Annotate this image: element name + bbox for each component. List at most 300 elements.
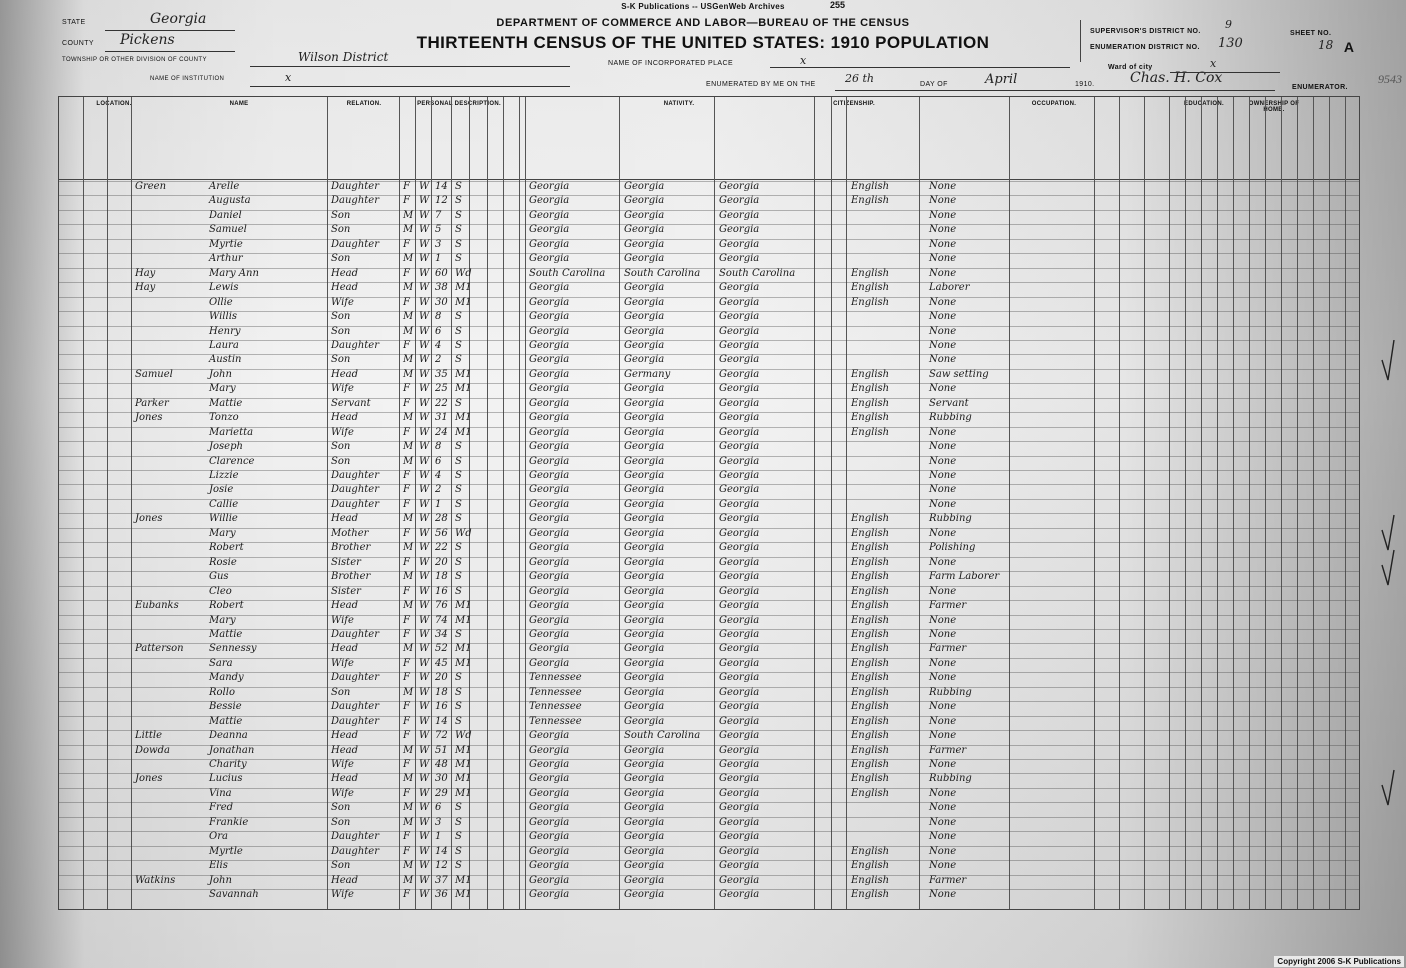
sex-cell: M [403, 354, 414, 366]
mother-birthplace-cell: Georgia [719, 412, 760, 424]
institution-label: NAME OF INSTITUTION [150, 76, 225, 82]
given-name-cell: Josie [209, 484, 234, 496]
father-birthplace-cell: Georgia [624, 209, 665, 221]
father-birthplace-cell: Georgia [624, 181, 665, 192]
race-cell: W [419, 715, 430, 727]
mother-birthplace-cell: Georgia [719, 181, 760, 192]
father-birthplace-cell: Georgia [624, 845, 665, 857]
occupation-cell: None [929, 470, 957, 481]
mother-birthplace-cell: Georgia [719, 325, 760, 337]
mother-birthplace-cell: Georgia [719, 354, 760, 366]
birthplace-cell: Georgia [529, 773, 570, 785]
sex-cell: F [403, 787, 410, 799]
language-cell: English [851, 527, 890, 539]
mother-birthplace-cell: Georgia [719, 282, 760, 294]
race-cell: W [419, 267, 430, 279]
birthplace-cell: Georgia [529, 368, 570, 380]
age-cell: 12 [435, 860, 448, 872]
sex-cell: M [403, 571, 414, 583]
marital-cell: M1 [455, 412, 472, 424]
surname-cell: Jones [135, 513, 163, 525]
occupation-cell: None [929, 860, 957, 872]
father-birthplace-cell: Georgia [624, 311, 665, 323]
occupation-cell: None [929, 701, 957, 713]
occupation-cell: None [929, 802, 957, 814]
birthplace-cell: Georgia [529, 816, 570, 828]
father-birthplace-cell: Georgia [624, 296, 665, 308]
table-row [59, 253, 1359, 266]
table-row [59, 470, 1359, 483]
occupation-cell: None [929, 816, 957, 828]
table-row [59, 860, 1359, 873]
birthplace-cell: Georgia [529, 325, 570, 337]
age-cell: 30 [435, 296, 448, 308]
race-cell: W [419, 701, 430, 713]
race-cell: W [419, 556, 430, 568]
given-name-cell: Fred [209, 802, 234, 814]
occupation-cell: None [929, 181, 957, 192]
race-cell: W [419, 657, 430, 669]
race-cell: W [419, 759, 430, 770]
enumerated-label: ENUMERATED BY ME ON THE [706, 81, 816, 88]
language-cell: English [851, 571, 890, 583]
occupation-cell: Servant [929, 397, 969, 409]
corner-code: 9543 [1378, 72, 1402, 86]
race-cell: W [419, 816, 430, 828]
marital-cell: S [455, 701, 462, 713]
sex-cell: M [403, 311, 414, 323]
given-name-cell: John [209, 368, 232, 380]
mother-birthplace-cell: Georgia [719, 571, 760, 583]
sex-cell: M [403, 325, 414, 337]
occupation-cell: Rubbing [929, 773, 972, 785]
relation-cell: Wife [331, 383, 354, 395]
language-cell: English [851, 267, 890, 279]
age-cell: 18 [435, 571, 448, 583]
relation-cell: Head [331, 730, 359, 742]
father-birthplace-cell: Georgia [624, 571, 665, 583]
relation-cell: Son [331, 686, 351, 698]
marital-cell: S [455, 831, 462, 843]
given-name-cell: Samuel [209, 224, 247, 236]
marital-cell: M1 [455, 759, 472, 770]
given-name-cell: Clarence [209, 455, 255, 467]
sex-cell: F [403, 484, 410, 496]
enumerated-month: April [985, 72, 1018, 87]
occupation-cell: Farmer [929, 643, 967, 655]
marital-cell: Wd [455, 267, 472, 279]
father-birthplace-cell: Georgia [624, 657, 665, 669]
father-birthplace-cell: Georgia [624, 253, 665, 265]
race-cell: W [419, 802, 430, 814]
birthplace-cell: Georgia [529, 339, 570, 351]
language-cell: English [851, 282, 890, 294]
sex-cell: M [403, 773, 414, 785]
occupation-cell: None [929, 455, 957, 467]
father-birthplace-cell: Georgia [624, 715, 665, 727]
race-cell: W [419, 773, 430, 785]
col-relation: RELATION. [346, 101, 382, 107]
enumerated-day: 26 th [845, 72, 874, 85]
given-name-cell: Cleo [209, 585, 232, 597]
race-cell: W [419, 195, 430, 207]
sex-cell: F [403, 296, 410, 308]
marital-cell: S [455, 571, 462, 583]
age-cell: 8 [435, 311, 442, 323]
father-birthplace-cell: Georgia [624, 238, 665, 250]
marital-cell: S [455, 686, 462, 698]
sex-cell: F [403, 527, 410, 539]
table-row [59, 773, 1359, 786]
col-ownership: OWNERSHIP OF HOME. [1248, 101, 1300, 113]
occupation-cell: Farmer [929, 744, 967, 756]
sex-cell: M [403, 600, 414, 612]
marital-cell: M1 [455, 744, 472, 756]
table-row [59, 412, 1359, 425]
birthplace-cell: Georgia [529, 657, 570, 669]
relation-cell: Daughter [331, 195, 379, 207]
ward-value: x [1210, 57, 1217, 70]
given-name-cell: Mandy [209, 672, 244, 684]
race-cell: W [419, 686, 430, 698]
sheet-label: SHEET NO. [1290, 30, 1332, 37]
marital-cell: S [455, 209, 462, 221]
father-birthplace-cell: Georgia [624, 282, 665, 294]
father-birthplace-cell: Georgia [624, 672, 665, 684]
birthplace-cell: Georgia [529, 484, 570, 496]
table-row [59, 658, 1359, 671]
birthplace-cell: Georgia [529, 195, 570, 207]
sex-cell: F [403, 383, 410, 395]
occupation-cell: None [929, 498, 957, 510]
marital-cell: M1 [455, 282, 472, 294]
age-cell: 37 [435, 874, 448, 886]
surname-cell: Hay [135, 267, 156, 279]
relation-cell: Daughter [331, 715, 379, 727]
race-cell: W [419, 585, 430, 597]
relation-cell: Daughter [331, 498, 379, 510]
race-cell: W [419, 383, 430, 395]
father-birthplace-cell: Georgia [624, 455, 665, 467]
birthplace-cell: Georgia [529, 874, 570, 886]
language-cell: English [851, 787, 890, 799]
age-cell: 3 [435, 816, 442, 828]
sex-cell: M [403, 253, 414, 265]
table-row [59, 210, 1359, 223]
mother-birthplace-cell: Georgia [719, 426, 760, 438]
occupation-cell: None [929, 730, 957, 742]
race-cell: W [419, 874, 430, 886]
father-birthplace-cell: Georgia [624, 383, 665, 395]
age-cell: 45 [435, 657, 448, 669]
age-cell: 3 [435, 238, 442, 250]
table-row [59, 181, 1359, 194]
birthplace-cell: Georgia [529, 614, 570, 626]
birthplace-cell: Georgia [529, 354, 570, 366]
table-row [59, 687, 1359, 700]
mother-birthplace-cell: Georgia [719, 585, 760, 597]
sex-cell: F [403, 498, 410, 510]
marital-cell: S [455, 484, 462, 496]
birthplace-cell: Georgia [529, 600, 570, 612]
race-cell: W [419, 542, 430, 554]
occupation-cell: None [929, 441, 957, 453]
sex-cell: M [403, 455, 414, 467]
race-cell: W [419, 209, 430, 221]
col-personal: PERSONAL DESCRIPTION. [417, 101, 501, 107]
marital-cell: S [455, 802, 462, 814]
age-cell: 22 [435, 397, 448, 409]
relation-cell: Daughter [331, 701, 379, 713]
table-row [59, 427, 1359, 440]
birthplace-cell: Georgia [529, 397, 570, 409]
relation-cell: Head [331, 513, 359, 525]
father-birthplace-cell: South Carolina [624, 730, 701, 742]
marital-cell: S [455, 224, 462, 236]
sex-cell: M [403, 542, 414, 554]
mother-birthplace-cell: Georgia [719, 889, 760, 901]
birthplace-cell: Georgia [529, 253, 570, 265]
col-occupation: OCCUPATION. [1031, 101, 1077, 107]
mother-birthplace-cell: Georgia [719, 498, 760, 510]
language-cell: English [851, 889, 890, 901]
occupation-cell: Rubbing [929, 412, 972, 424]
age-cell: 51 [435, 744, 448, 756]
relation-cell: Sister [331, 556, 361, 568]
age-cell: 6 [435, 802, 442, 814]
race-cell: W [419, 730, 430, 742]
given-name-cell: Ora [209, 831, 228, 843]
table-row [59, 513, 1359, 526]
given-name-cell: Austin [209, 354, 242, 366]
birthplace-cell: Tennessee [529, 701, 582, 713]
birthplace-cell: Georgia [529, 787, 570, 799]
relation-cell: Son [331, 354, 351, 366]
age-cell: 30 [435, 773, 448, 785]
marital-cell: S [455, 441, 462, 453]
marital-cell: S [455, 455, 462, 467]
copyright-notice: Copyright 2006 S-K Publications [1274, 956, 1404, 967]
language-cell: English [851, 556, 890, 568]
tally-check-marks [1290, 340, 1400, 820]
sex-cell: F [403, 715, 410, 727]
table-row [59, 701, 1359, 714]
race-cell: W [419, 845, 430, 857]
mother-birthplace-cell: Georgia [719, 296, 760, 308]
mother-birthplace-cell: Georgia [719, 527, 760, 539]
age-cell: 2 [435, 354, 442, 366]
sex-cell: F [403, 759, 410, 770]
marital-cell: S [455, 354, 462, 366]
mother-birthplace-cell: Georgia [719, 339, 760, 351]
father-birthplace-cell: Georgia [624, 470, 665, 481]
marital-cell: S [455, 325, 462, 337]
marital-cell: Wd [455, 527, 472, 539]
table-row [59, 354, 1359, 367]
given-name-cell: Ollie [209, 296, 233, 308]
col-nativity: NATIVITY. [663, 101, 695, 107]
marital-cell: M1 [455, 614, 472, 626]
table-row [59, 282, 1359, 295]
marital-cell: S [455, 628, 462, 640]
occupation-cell: None [929, 354, 957, 366]
race-cell: W [419, 441, 430, 453]
marital-cell: S [455, 311, 462, 323]
language-cell: English [851, 628, 890, 640]
marital-cell: S [455, 816, 462, 828]
relation-cell: Head [331, 773, 359, 785]
age-cell: 72 [435, 730, 448, 742]
sex-cell: M [403, 802, 414, 814]
table-row [59, 311, 1359, 324]
father-birthplace-cell: Georgia [624, 889, 665, 901]
father-birthplace-cell: Georgia [624, 816, 665, 828]
father-birthplace-cell: Georgia [624, 744, 665, 756]
sex-cell: M [403, 209, 414, 221]
occupation-cell: None [929, 484, 957, 496]
birthplace-cell: Georgia [529, 498, 570, 510]
institution-value: x [285, 71, 292, 84]
age-cell: 48 [435, 759, 448, 770]
mother-birthplace-cell: Georgia [719, 831, 760, 843]
table-row [59, 268, 1359, 281]
race-cell: W [419, 224, 430, 236]
birthplace-cell: Georgia [529, 759, 570, 770]
birthplace-cell: Georgia [529, 527, 570, 539]
given-name-cell: Robert [209, 542, 244, 554]
table-row [59, 730, 1359, 743]
mother-birthplace-cell: Georgia [719, 455, 760, 467]
father-birthplace-cell: Georgia [624, 643, 665, 655]
race-cell: W [419, 181, 430, 192]
mother-birthplace-cell: Georgia [719, 730, 760, 742]
race-cell: W [419, 470, 430, 481]
table-row [59, 383, 1359, 396]
birthplace-cell: Tennessee [529, 686, 582, 698]
occupation-cell: Laborer [929, 282, 970, 294]
sex-cell: M [403, 874, 414, 886]
day-of-label: DAY OF [920, 81, 948, 88]
age-cell: 6 [435, 325, 442, 337]
race-cell: W [419, 744, 430, 756]
sex-cell: M [403, 368, 414, 380]
occupation-cell: Rubbing [929, 513, 972, 525]
age-cell: 5 [435, 224, 442, 236]
given-name-cell: Lizzie [209, 470, 239, 481]
occupation-cell: Farm Laborer [929, 571, 1000, 583]
father-birthplace-cell: Georgia [624, 600, 665, 612]
marital-cell: S [455, 470, 462, 481]
language-cell: English [851, 759, 890, 770]
age-cell: 16 [435, 585, 448, 597]
mother-birthplace-cell: Georgia [719, 874, 760, 886]
given-name-cell: Vina [209, 787, 232, 799]
language-cell: English [851, 195, 890, 207]
mother-birthplace-cell: Georgia [719, 368, 760, 380]
sex-cell: F [403, 672, 410, 684]
state-value: Georgia [150, 11, 207, 27]
given-name-cell: Arthur [209, 253, 243, 265]
surname-cell: Parker [135, 397, 169, 409]
department-heading: DEPARTMENT OF COMMERCE AND LABOR—BUREAU OF THE CENSUS [496, 17, 910, 29]
occupation-cell: None [929, 209, 957, 221]
marital-cell: M1 [455, 383, 472, 395]
language-cell: English [851, 715, 890, 727]
language-cell: English [851, 397, 890, 409]
mother-birthplace-cell: Georgia [719, 672, 760, 684]
age-cell: 22 [435, 542, 448, 554]
occupation-cell: None [929, 339, 957, 351]
given-name-cell: Frankie [209, 816, 249, 828]
age-cell: 60 [435, 267, 448, 279]
mother-birthplace-cell: Georgia [719, 253, 760, 265]
sheet-value: 18 [1318, 38, 1334, 52]
sex-cell: F [403, 556, 410, 568]
given-name-cell: Sennessy [209, 643, 257, 655]
surname-cell: Jones [135, 412, 163, 424]
supervisor-label: SUPERVISOR'S DISTRICT NO. [1090, 28, 1201, 35]
given-name-cell: Mary [209, 614, 236, 626]
relation-cell: Wife [331, 759, 354, 770]
father-birthplace-cell: Georgia [624, 556, 665, 568]
given-name-cell: Myrtie [209, 238, 243, 250]
page-number: 255 [830, 0, 846, 10]
language-cell: English [851, 542, 890, 554]
father-birthplace-cell: Georgia [624, 412, 665, 424]
sex-cell: F [403, 831, 410, 843]
marital-cell: M1 [455, 426, 472, 438]
surname-cell: Hay [135, 282, 156, 294]
occupation-cell: None [929, 325, 957, 337]
birthplace-cell: Georgia [529, 470, 570, 481]
occupation-cell: None [929, 831, 957, 843]
mother-birthplace-cell: Georgia [719, 744, 760, 756]
occupation-cell: None [929, 845, 957, 857]
enumerator-label: ENUMERATOR. [1292, 84, 1348, 91]
district-box [1080, 20, 1281, 62]
given-name-cell: Deanna [209, 730, 248, 742]
occupation-cell: None [929, 787, 957, 799]
birthplace-cell: Tennessee [529, 715, 582, 727]
language-cell: English [851, 643, 890, 655]
mother-birthplace-cell: Georgia [719, 513, 760, 525]
father-birthplace-cell: Georgia [624, 759, 665, 770]
col-education: EDUCATION. [1184, 101, 1224, 107]
sex-cell: F [403, 845, 410, 857]
father-birthplace-cell: Georgia [624, 701, 665, 713]
occupation-cell: None [929, 383, 957, 395]
marital-cell: M1 [455, 368, 472, 380]
father-birthplace-cell: Georgia [624, 686, 665, 698]
table-row [59, 629, 1359, 642]
race-cell: W [419, 426, 430, 438]
table-row [59, 456, 1359, 469]
page-title: THIRTEENTH CENSUS OF THE UNITED STATES: 1910 POPULATION [416, 33, 990, 52]
birthplace-cell: Georgia [529, 889, 570, 901]
language-cell: English [851, 701, 890, 713]
race-cell: W [419, 282, 430, 294]
birthplace-cell: Georgia [529, 556, 570, 568]
father-birthplace-cell: Georgia [624, 397, 665, 409]
race-cell: W [419, 253, 430, 265]
father-birthplace-cell: Georgia [624, 773, 665, 785]
birthplace-cell: Georgia [529, 383, 570, 395]
age-cell: 1 [435, 253, 442, 265]
race-cell: W [419, 368, 430, 380]
enumerator-value: Chas. H. Cox [1130, 70, 1223, 86]
given-name-cell: Lucius [209, 773, 243, 785]
relation-cell: Son [331, 311, 351, 323]
